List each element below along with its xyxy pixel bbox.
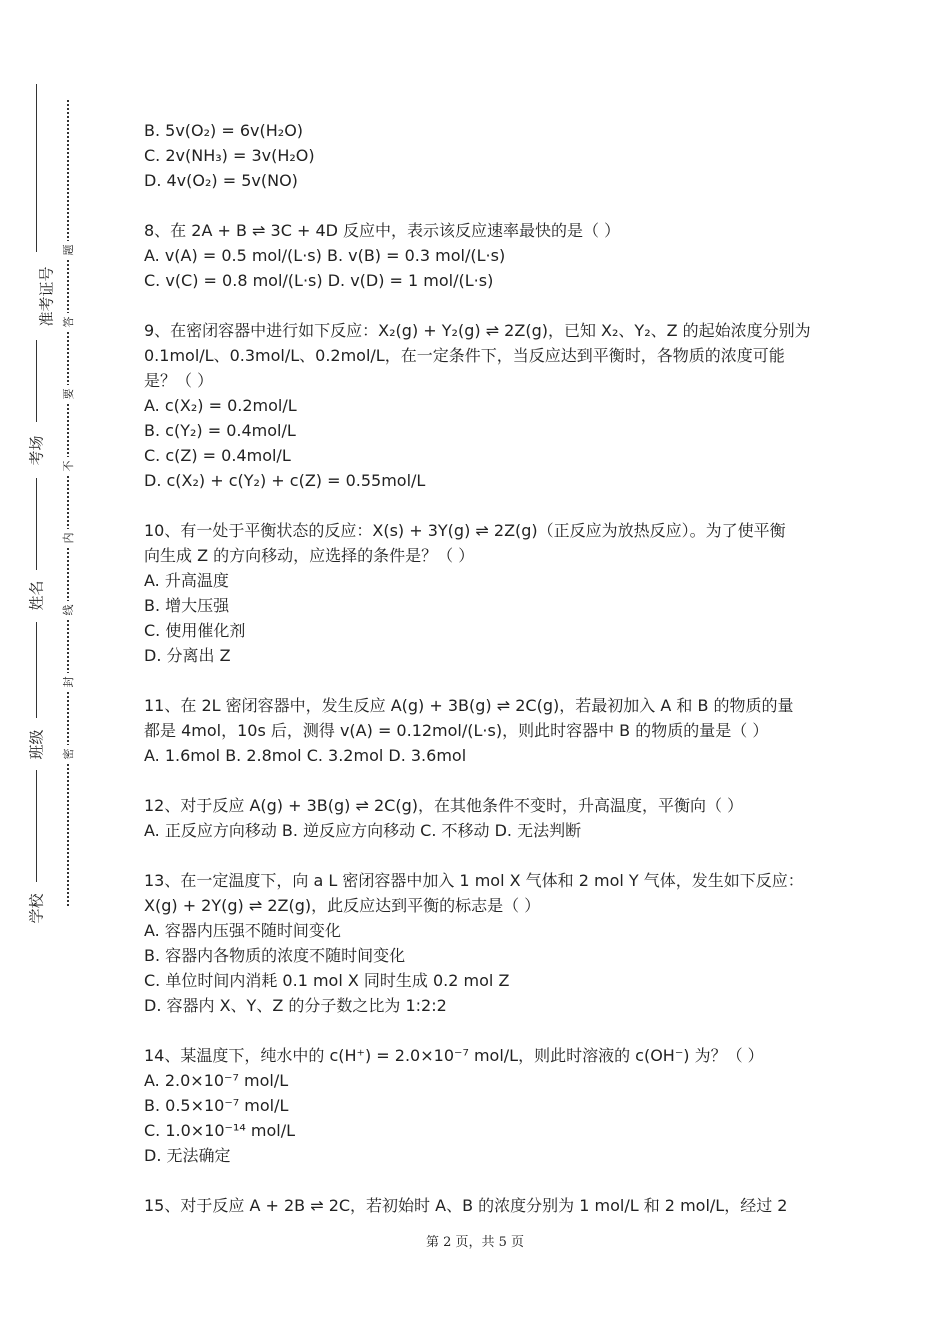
question-q14	[144, 1043, 824, 1168]
answer-option: D. 分离出 Z	[144, 646, 231, 665]
seal-char-xian: 线	[60, 601, 76, 619]
binding-line-5	[36, 770, 37, 882]
question-stem-line: 都是 4mol，10s 后，测得 v(A) = 0.12mol/(L·s)，则此时容器中 B 的物质的量是（ ）	[144, 721, 769, 740]
question-q9	[144, 318, 824, 493]
question-q10	[144, 518, 824, 668]
answer-option: C. 2v(NH₃) = 3v(H₂O)	[144, 146, 315, 165]
question-q7-tail	[144, 118, 824, 193]
answer-option: B. 0.5×10⁻⁷ mol/L	[144, 1096, 289, 1115]
answer-option: B. c(Y₂) = 0.4mol/L	[144, 421, 296, 440]
question-q15	[144, 1193, 824, 1218]
question-stem-line: X(g) + 2Y(g) ⇌ 2Z(g)，此反应达到平衡的标志是（ ）	[144, 896, 541, 915]
question-stem-line: 向生成 Z 的方向移动，应选择的条件是？（ ）	[144, 546, 475, 565]
question-stem-line: 10、有一处于平衡状态的反应：X(s) + 3Y(g) ⇌ 2Z(g)（正反应为放热反应）。为了使平衡	[144, 521, 786, 540]
question-stem-line: 0.1mol/L、0.3mol/L、0.2mol/L，在一定条件下，当反应达到平衡时，各物质的浓度可能	[144, 346, 785, 365]
answer-option: C. c(Z) = 0.4mol/L	[144, 446, 291, 465]
question-q12	[144, 793, 824, 843]
seal-char-da: 答	[60, 313, 76, 331]
seal-char-ti: 题	[60, 241, 76, 259]
binding-line-2	[36, 340, 37, 422]
question-stem-line: 15、对于反应 A + 2B ⇌ 2C，若初始时 A、B 的浓度分别为 1 mol/L 和 2 mol/L，经过 2	[144, 1196, 788, 1215]
answer-option: A. 2.0×10⁻⁷ mol/L	[144, 1071, 289, 1090]
seal-char-bu: 不	[60, 457, 76, 475]
seal-char-feng: 封	[60, 673, 76, 691]
label-name: 姓名	[26, 574, 47, 618]
page-footer	[0, 1231, 950, 1250]
seal-char-nei: 内	[60, 529, 76, 547]
answer-option: C. v(C) = 0.8 mol/(L·s) D. v(D) = 1 mol/(L·s)	[144, 271, 494, 290]
answer-option: D. 容器内 X、Y、Z 的分子数之比为 1:2:2	[144, 996, 447, 1015]
seal-char-mi: 密	[60, 745, 76, 763]
answer-option: A. 升高温度	[144, 571, 229, 590]
question-q8	[144, 218, 824, 293]
answer-option: B. 5v(O₂) = 6v(H₂O)	[144, 121, 304, 140]
binding-line-3	[36, 478, 37, 570]
question-stem-line: 14、某温度下，纯水中的 c(H⁺) = 2.0×10⁻⁷ mol/L，则此时溶液的 c(OH⁻) 为？（ ）	[144, 1046, 764, 1065]
question-q13	[144, 868, 824, 1018]
question-q11	[144, 693, 824, 768]
binding-line-4	[36, 622, 37, 718]
binding-line-1	[36, 84, 37, 252]
answer-option: A. 1.6mol B. 2.8mol C. 3.2mol D. 3.6mol	[144, 746, 467, 765]
answer-option: A. 正反应方向移动 B. 逆反应方向移动 C. 不移动 D. 无法判断	[144, 821, 582, 840]
answer-option: D. 4v(O₂) = 5v(NO)	[144, 171, 298, 190]
question-stem-line: 13、在一定温度下，向 a L 密闭容器中加入 1 mol X 气体和 2 mol Y 气体，发生如下反应：	[144, 871, 804, 890]
answer-option: D. 无法确定	[144, 1146, 231, 1165]
answer-option: A. v(A) = 0.5 mol/(L·s) B. v(B) = 0.3 mol/(L·s)	[144, 246, 506, 265]
answer-option: A. 容器内压强不随时间变化	[144, 921, 341, 940]
answer-option: C. 1.0×10⁻¹⁴ mol/L	[144, 1121, 296, 1140]
answer-option: C. 使用催化剂	[144, 621, 246, 640]
answer-option: B. 增大压强	[144, 596, 230, 615]
question-stem-line: 12、对于反应 A(g) + 3B(g) ⇌ 2C(g)，在其他条件不变时，升高温度，平衡向（ ）	[144, 796, 744, 815]
exam-content	[144, 118, 824, 1218]
answer-option: A. c(X₂) = 0.2mol/L	[144, 396, 297, 415]
question-stem-line: 11、在 2L 密闭容器中，发生反应 A(g) + 3B(g) ⇌ 2C(g)，若最初加入 A 和 B 的物质的量	[144, 696, 794, 715]
question-stem-line: 9、在密闭容器中进行如下反应：X₂(g) + Y₂(g) ⇌ 2Z(g)，已知 X₂、Y₂、Z 的起始浓度分别为	[144, 321, 811, 340]
label-class: 班级	[26, 723, 47, 767]
label-school: 学校	[26, 887, 47, 931]
question-stem-line: 是？（ ）	[144, 371, 214, 390]
answer-option: B. 容器内各物质的浓度不随时间变化	[144, 946, 406, 965]
page-number: 第 2 页，共 5 页	[425, 1235, 525, 1250]
question-stem-line: 8、在 2A + B ⇌ 3C + 4D 反应中，表示该反应速率最快的是（ ）	[144, 221, 621, 240]
label-exam-number: 准考证号	[37, 266, 56, 327]
answer-option: D. c(X₂) + c(Y₂) + c(Z) = 0.55mol/L	[144, 471, 426, 490]
seal-char-yao: 要	[60, 385, 76, 403]
label-exam-room: 考场	[26, 429, 47, 473]
seal-dotted-line	[67, 100, 69, 906]
answer-option: C. 单位时间内消耗 0.1 mol X 同时生成 0.2 mol Z	[144, 971, 510, 990]
